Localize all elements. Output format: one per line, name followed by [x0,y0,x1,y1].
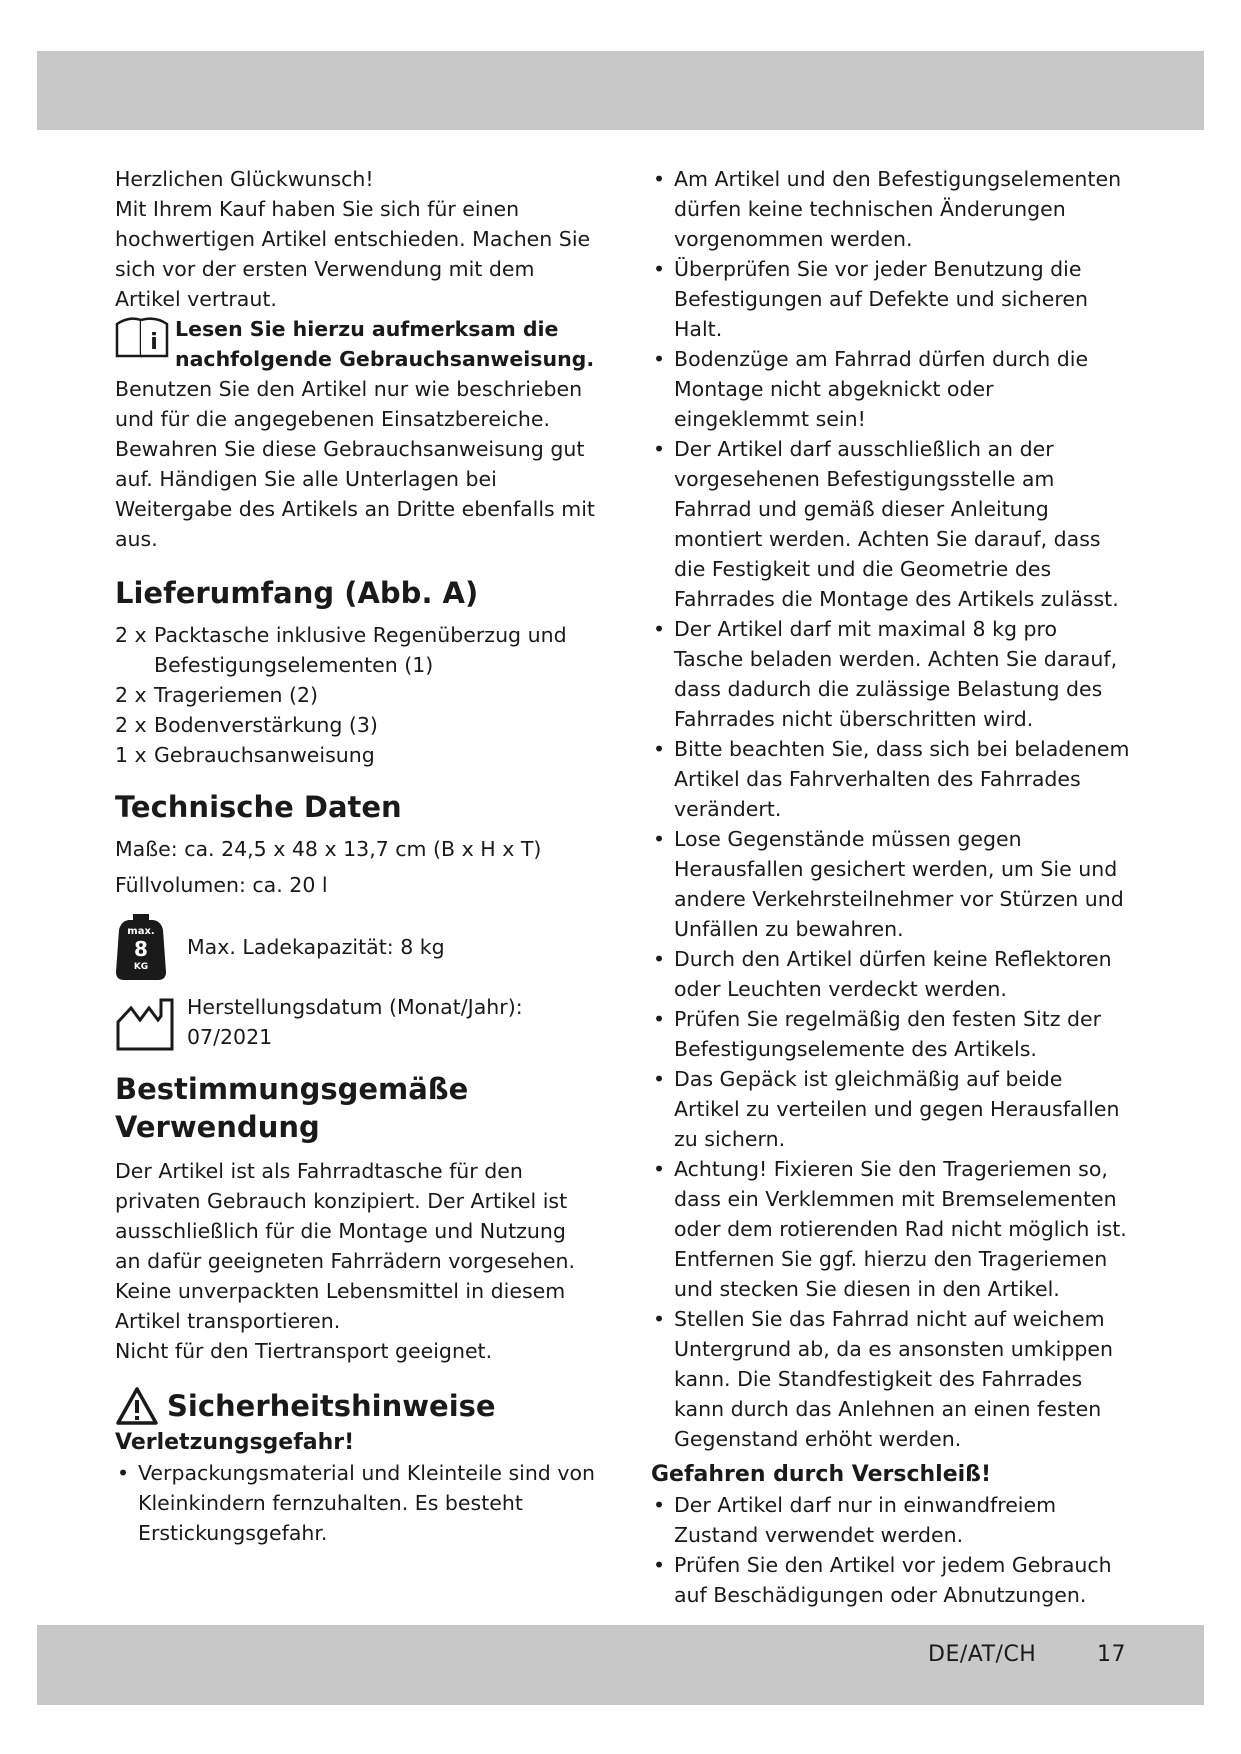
list-item: • Das Gepäck ist gleichmäßig auf beide Artikel zu verteilen und gegen Herausfallen zu sichern. [651,1064,1131,1154]
svg-text:i: i [150,330,158,355]
list-item [115,620,595,680]
list-item [115,740,595,770]
weight-icon-unit: KG [133,962,149,972]
technical-title: Technische Daten [115,790,402,824]
factory-icon [115,996,175,1052]
manufacture-label: Herstellungsdatum (Monat/Jahr): [187,995,523,1019]
item-text: Bodenverstärkung (3) [154,713,378,737]
item-text: Trageriemen (2) [154,683,318,707]
list-item: • Der Artikel darf nur in einwandfreiem Zustand verwendet werden. [651,1490,1131,1550]
greeting: Herzlichen Glückwunsch! [115,167,374,191]
list-item: • Prüfen Sie den Artikel vor jedem Gebrauch auf Beschädigungen oder Abnutzungen. [651,1550,1131,1610]
volume: Füllvolumen: ca. 20 l [115,873,328,897]
list-item: • Stellen Sie das Fahrrad nicht auf weichem Untergrund ab, da es ansonsten umkippen kann. Die Standfestigkeit des Fahrrades kann durch das Anlehnen an einen festen Gegenstand erhöht werden. [651,1304,1131,1454]
book-info-icon [115,316,169,360]
injury-title: Verletzungsgefahr! [115,1430,355,1455]
safety-title: Sicherheitshinweise [167,1389,496,1423]
item-qty: 2 x [115,683,147,707]
intended-use-title: Bestimmungsgemäße Verwendung [115,1072,469,1144]
max-load-row [115,912,595,982]
intended-use-p1: Der Artikel ist als Fahrradtasche für den privaten Gebrauch konzipiert. Der Artikel ist ausschließlich für die Montage und Nutzung an dafür geeigneten Fahrrädern vorgesehen. [115,1159,576,1273]
intended-use-p3: Nicht für den Tiertransport geeignet. [115,1339,493,1363]
max-load: Max. Ladekapazität: 8 kg [187,935,445,959]
usage-text: Benutzen Sie den Artikel nur wie beschrieben und für die angegebenen Einsatzbereiche. Bewahren Sie diese Gebrauchsanweisung gut auf. Händigen Sie alle Unterlagen bei Weitergabe des Artikels an Dritte ebenfalls mit aus. [115,377,595,551]
weight-icon-value: 8 [134,937,148,961]
item-text: Gebrauchsanweisung [154,743,375,767]
manufacture-row [115,992,595,1052]
safety-list [651,164,1131,1454]
manufacture-date: 07/2021 [187,1025,273,1049]
weight-icon [115,912,167,982]
footer-region: DE/AT/CH [928,1642,1037,1667]
list-item [115,710,595,740]
list-item: • Der Artikel darf ausschließlich an der vorgesehenen Befestigungsstelle am Fahrrad und gemäß dieser Anleitung montiert werden. Achten Sie darauf, dass die Festigkeit und die Geometrie des Fahrrades die Montage des Artikels zulässt. [651,434,1131,614]
wear-list [651,1490,1131,1610]
delivery-title: Lieferumfang (Abb. A) [115,576,479,610]
read-notice-block [115,314,595,374]
item-text: Packtasche inklusive Regenüberzug und Befestigungselementen (1) [154,623,567,677]
intro-text: Mit Ihrem Kauf haben Sie sich für einen hochwertigen Artikel entschieden. Machen Sie sich vor der ersten Verwendung mit dem Artikel vertraut. [115,197,591,311]
list-item: • Verpackungsmaterial und Kleinteile sind von Kleinkindern fernzuhalten. Es besteht Erstickungsgefahr. [115,1458,595,1548]
list-item: • Durch den Artikel dürfen keine Reflektoren oder Leuchten verdeckt werden. [651,944,1131,1004]
read-notice: Lesen Sie hierzu aufmerksam die nachfolgende Gebrauchsanweisung. [175,317,595,371]
item-qty: 2 x [115,713,147,737]
weight-icon-top: max. [127,926,155,937]
injury-list [115,1458,595,1548]
list-item: • Der Artikel darf mit maximal 8 kg pro Tasche beladen werden. Achten Sie darauf, dass dadurch die zulässige Belastung des Fahrrades nicht überschritten wird. [651,614,1131,734]
dimensions: Maße: ca. 24,5 x 48 x 13,7 cm (B x H x T) [115,837,542,861]
page-number: 17 [1097,1642,1126,1667]
list-item: • Bitte beachten Sie, dass sich bei beladenem Artikel das Fahrverhalten des Fahrrades verändert. [651,734,1131,824]
wear-title: Gefahren durch Verschleiß! [651,1462,992,1487]
list-item: • Achtung! Fixieren Sie den Trageriemen so, dass ein Verklemmen mit Bremselementen oder dem rotierenden Rad nicht möglich ist. Entfernen Sie ggf. hierzu den Trageriemen und stecken Sie diesen in den Artikel. [651,1154,1131,1304]
list-item: • Bodenzüge am Fahrrad dürfen durch die Montage nicht abgeknickt oder eingeklemmt sein! [651,344,1131,434]
right-column [651,164,1131,1610]
list-item: • Lose Gegenstände müssen gegen Herausfallen gesichert werden, um Sie und andere Verkehrsteilnehmer vor Stürzen und Unfällen zu bewahren. [651,824,1131,944]
list-item: • Prüfen Sie regelmäßig den festen Sitz der Befestigungselemente des Artikels. [651,1004,1131,1064]
left-column [115,164,595,1548]
intended-use-p2: Keine unverpackten Lebensmittel in diesem Artikel transportieren. [115,1279,566,1333]
list-item: • Am Artikel und den Befestigungselementen dürfen keine technischen Änderungen vorgenommen werden. [651,164,1131,254]
list-item [115,680,595,710]
item-qty: 1 x [115,743,147,767]
warning-icon [115,1386,159,1426]
safety-heading [115,1386,595,1426]
header-bar [37,51,1204,130]
item-qty: 2 x [115,623,147,647]
delivery-list [115,620,595,770]
list-item: • Überprüfen Sie vor jeder Benutzung die Befestigungen auf Defekte und sicheren Halt. [651,254,1131,344]
